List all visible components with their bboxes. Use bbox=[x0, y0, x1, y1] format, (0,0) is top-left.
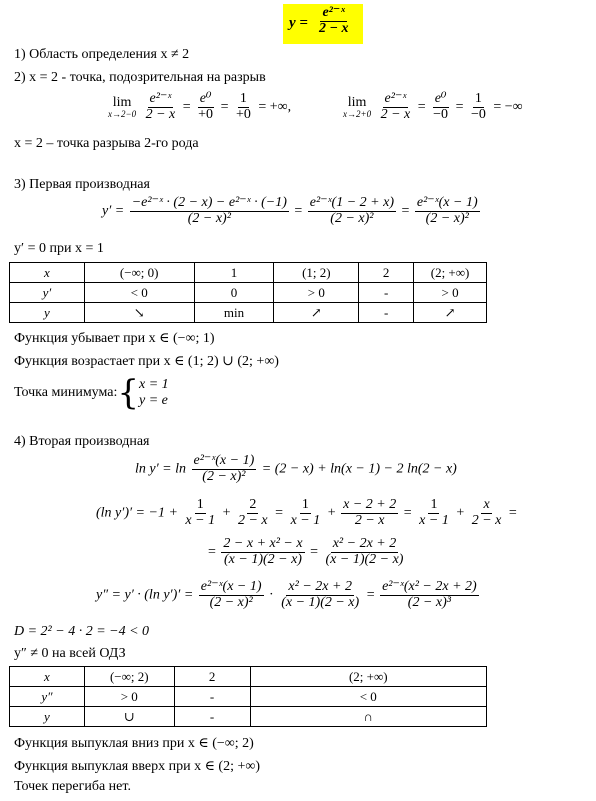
lim-num: e²⁻ˣ bbox=[384, 91, 407, 106]
formula-num: −e²⁻ˣ · (2 − x) − e²⁻ˣ · (−1) bbox=[131, 195, 287, 210]
lim-den: 2 − x bbox=[145, 106, 176, 122]
formula-den: (2 − x)² bbox=[187, 210, 231, 226]
formula-den: (x − 1)(2 − x) bbox=[224, 551, 302, 567]
lim-num: e⁰ bbox=[199, 91, 212, 106]
equals-sign: = bbox=[275, 505, 284, 521]
monotonicity-table bbox=[9, 262, 487, 323]
formula-den: (2 − x)² bbox=[202, 468, 246, 484]
formula-num: x bbox=[483, 497, 490, 512]
title-lhs: y = bbox=[289, 15, 308, 31]
min-label: Точка минимума: bbox=[14, 385, 118, 400]
section-second-derivative: 4) Вторая производная bbox=[14, 434, 150, 449]
formula-num: e²⁻ˣ(x − 1) bbox=[416, 195, 478, 210]
table-cell: > 0 bbox=[84, 687, 174, 707]
formula-den: (2 − x)³ bbox=[407, 594, 451, 610]
title-numerator: e²⁻ˣ bbox=[322, 5, 346, 20]
lim-num: e⁰ bbox=[434, 91, 447, 106]
title-denominator: 2 − x bbox=[319, 20, 349, 36]
table-cell: 2 bbox=[359, 263, 414, 283]
lim-num: 1 bbox=[474, 91, 482, 106]
formula-den: 2 − x bbox=[471, 512, 502, 528]
minimum-point bbox=[14, 373, 169, 413]
formula-den: (x − 1)(2 − x) bbox=[325, 551, 404, 567]
table-cell: - bbox=[359, 303, 414, 323]
table-cell: 0 bbox=[194, 283, 274, 303]
row-header-cell: y′ bbox=[10, 283, 85, 303]
table-row bbox=[10, 263, 487, 283]
table-cell: 1 bbox=[194, 263, 274, 283]
table-cell: - bbox=[174, 707, 250, 727]
log-derivative-formula bbox=[135, 454, 457, 484]
formula-num: e²⁻ˣ(x² − 2x + 2) bbox=[382, 579, 477, 594]
table-cell: ∪ bbox=[84, 707, 174, 727]
formula-rhs: = (2 − x) + ln(x − 1) − 2 ln(2 − x) bbox=[261, 461, 457, 477]
log-derivative-simplified: = $\frac{\text{2 − x + x² − x}}{(x - 1)(2 - x)}$ = $\frac{\text{x² − 2x + 2}}{(x - 1)(2 - x)}$ bbox=[208, 536, 404, 567]
first-derivative-formula: y′ = $\frac{\text{−e²⁻ˣ · (2 − x) − e²⁻ˣ · (−1)}}{\text{(2 − x)²}}$ = $\frac{\text{e²⁻ˣ(1 − 2 + x)}}{\text{(2 − x)²}}$ = $\frac{\text{e²⁻ˣ(x − 1)}}{\text{(2 − x)²}}$ bbox=[102, 195, 478, 226]
function-title bbox=[283, 4, 363, 44]
formula-num: 1 bbox=[430, 497, 438, 512]
row-header-cell: y bbox=[10, 707, 85, 727]
left-limit: lim x→2−0 $\frac{\text{e²⁻ˣ}}{2 - x}$ = $\frac{\text{e⁰}}{+0}$ = $\frac{1}{+0}$ = +∞, bbox=[108, 91, 292, 122]
discontinuity-suspect: 2) x = 2 - точка, подозрительная на разрыв bbox=[14, 70, 266, 85]
table-cell: ↗ bbox=[274, 303, 359, 323]
formula-lhs: y′ = bbox=[102, 203, 125, 219]
row-header-cell: y″ bbox=[10, 687, 85, 707]
formula-num: e²⁻ˣ(1 − 2 + x) bbox=[309, 195, 394, 210]
table-row bbox=[10, 667, 487, 687]
discontinuity-type: x = 2 – точка разрыва 2-го рода bbox=[14, 136, 199, 151]
lim-word: lim bbox=[112, 94, 132, 110]
table-cell: (−∞; 2) bbox=[84, 667, 174, 687]
table-row bbox=[10, 707, 487, 727]
row-header-cell: x bbox=[10, 667, 85, 687]
formula-lhs: y″ = y′ · (ln y′)′ = bbox=[96, 587, 194, 603]
formula-num: x² − 2x + 2 bbox=[288, 579, 352, 594]
formula-num: 2 bbox=[249, 497, 257, 512]
table-cell: (2; +∞) bbox=[250, 667, 487, 687]
formula-den: x − 1 bbox=[419, 512, 449, 528]
increasing-interval: Функция возрастает при x ∈ (1; 2) ∪ (2; +∞) bbox=[14, 354, 279, 369]
table-cell: min bbox=[194, 303, 274, 323]
table-cell: < 0 bbox=[84, 283, 194, 303]
convex-up-interval: Функция выпуклая вверх при x ∈ (2; +∞) bbox=[14, 759, 261, 774]
second-derivative-nonzero: y″ ≠ 0 на всей ОДЗ bbox=[14, 646, 126, 661]
formula-num: 1 bbox=[196, 497, 204, 512]
table-cell: ↗ bbox=[414, 303, 487, 323]
lim-subscript: x→2+0 bbox=[343, 108, 372, 119]
formula-num: 1 bbox=[301, 497, 309, 512]
table-cell: (2; +∞) bbox=[414, 263, 487, 283]
formula-den: (x − 1)(2 − x) bbox=[281, 594, 360, 610]
table-cell: ↘ bbox=[84, 303, 194, 323]
decreasing-interval: Функция убывает при x ∈ (−∞; 1) bbox=[14, 331, 215, 346]
convex-down-interval: Функция выпуклая вниз при x ∈ (−∞; 2) bbox=[14, 736, 254, 751]
formula-den: 2 − x bbox=[237, 512, 268, 528]
lim-word: lim bbox=[347, 94, 367, 110]
lim-den: +0 bbox=[235, 106, 251, 122]
lim-subscript: x→2−0 bbox=[108, 108, 137, 119]
table-cell: 2 bbox=[174, 667, 250, 687]
min-x: x = 1 bbox=[139, 376, 169, 392]
formula-lhs: (ln y′)′ = −1 + bbox=[96, 505, 178, 521]
convexity-table bbox=[9, 666, 487, 727]
formula-den: (2 − x)² bbox=[425, 210, 469, 226]
formula-den: x − 1 bbox=[290, 512, 321, 528]
table-cell: > 0 bbox=[414, 283, 487, 303]
brace-symbol: { bbox=[117, 373, 139, 413]
table-row bbox=[10, 283, 487, 303]
formula-num: 2 − x + x² − x bbox=[223, 536, 303, 551]
formula-den: 2 − x bbox=[354, 512, 385, 528]
table-cell: (1; 2) bbox=[274, 263, 359, 283]
formula-num: x² − 2x + 2 bbox=[332, 536, 397, 551]
formula-num: e²⁻ˣ(x − 1) bbox=[200, 579, 262, 594]
table-cell: - bbox=[174, 687, 250, 707]
row-header-cell: x bbox=[10, 263, 85, 283]
table-row bbox=[10, 303, 487, 323]
discriminant-line: D = 2² − 4 · 2 = −4 < 0 bbox=[14, 624, 150, 639]
table-cell: (−∞; 0) bbox=[84, 263, 194, 283]
lim-result: = +∞, bbox=[258, 99, 292, 115]
lim-num: e²⁻ˣ bbox=[149, 91, 172, 106]
no-inflection-points: Точек перегиба нет. bbox=[14, 779, 131, 794]
second-derivative-formula: y″ = y′ · (ln y′)′ = $\frac{\text{e²⁻ˣ(x − 1)}}{\text{(2 − x)²}}$ · $\frac{\text{x² − 2x + 2}}{(x - 1)(2 - x)}$ = $\frac{\text{e²⁻ˣ(x² − 2x + 2)}}{\text{(2 − x)³}}$ bbox=[96, 579, 477, 610]
formula-den: (2 − x)² bbox=[330, 210, 374, 226]
table-cell: > 0 bbox=[274, 283, 359, 303]
right-limit: lim x→2+0 $\frac{\text{e²⁻ˣ}}{2 - x}$ = $\frac{\text{e⁰}}{-0}$ = $\frac{1}{-0}$ = −∞ bbox=[343, 91, 523, 122]
lim-num: 1 bbox=[239, 91, 247, 106]
critical-point: y′ = 0 при x = 1 bbox=[14, 241, 104, 256]
formula-lhs: ln y′ = ln bbox=[135, 461, 187, 477]
lim-den: −0 bbox=[433, 106, 449, 122]
table-row bbox=[10, 687, 487, 707]
plus-sign: + bbox=[222, 505, 231, 521]
lim-den: −0 bbox=[470, 106, 486, 122]
table-cell: ∩ bbox=[250, 707, 487, 727]
title-fraction bbox=[317, 6, 350, 36]
min-y: y = e bbox=[139, 393, 168, 408]
formula-num: e²⁻ˣ(x − 1) bbox=[193, 453, 255, 468]
lim-den: +0 bbox=[198, 106, 214, 122]
log-derivative-derivative: (ln y′)′ = −1 + $\frac{1}{x - 1}$ + $\frac{2}{2 - x}$ = $\frac{1}{x - 1}$ + $\frac{x - 2 + 2}{2 - x}$ = $\frac{1}{x - 1}$ + $\frac{x}{2 - x}$ = bbox=[96, 497, 517, 528]
formula-num: x − 2 + 2 bbox=[343, 497, 397, 512]
formula-den: (2 − x)² bbox=[209, 594, 253, 610]
table-cell: < 0 bbox=[250, 687, 487, 707]
formula-den: x − 1 bbox=[185, 512, 216, 528]
lim-den: 2 − x bbox=[380, 106, 411, 122]
row-header-cell: y bbox=[10, 303, 85, 323]
section-first-derivative: 3) Первая производная bbox=[14, 177, 150, 192]
domain-line: 1) Область определения x ≠ 2 bbox=[14, 47, 190, 62]
table-cell: - bbox=[359, 283, 414, 303]
lim-result: = −∞ bbox=[493, 99, 523, 115]
